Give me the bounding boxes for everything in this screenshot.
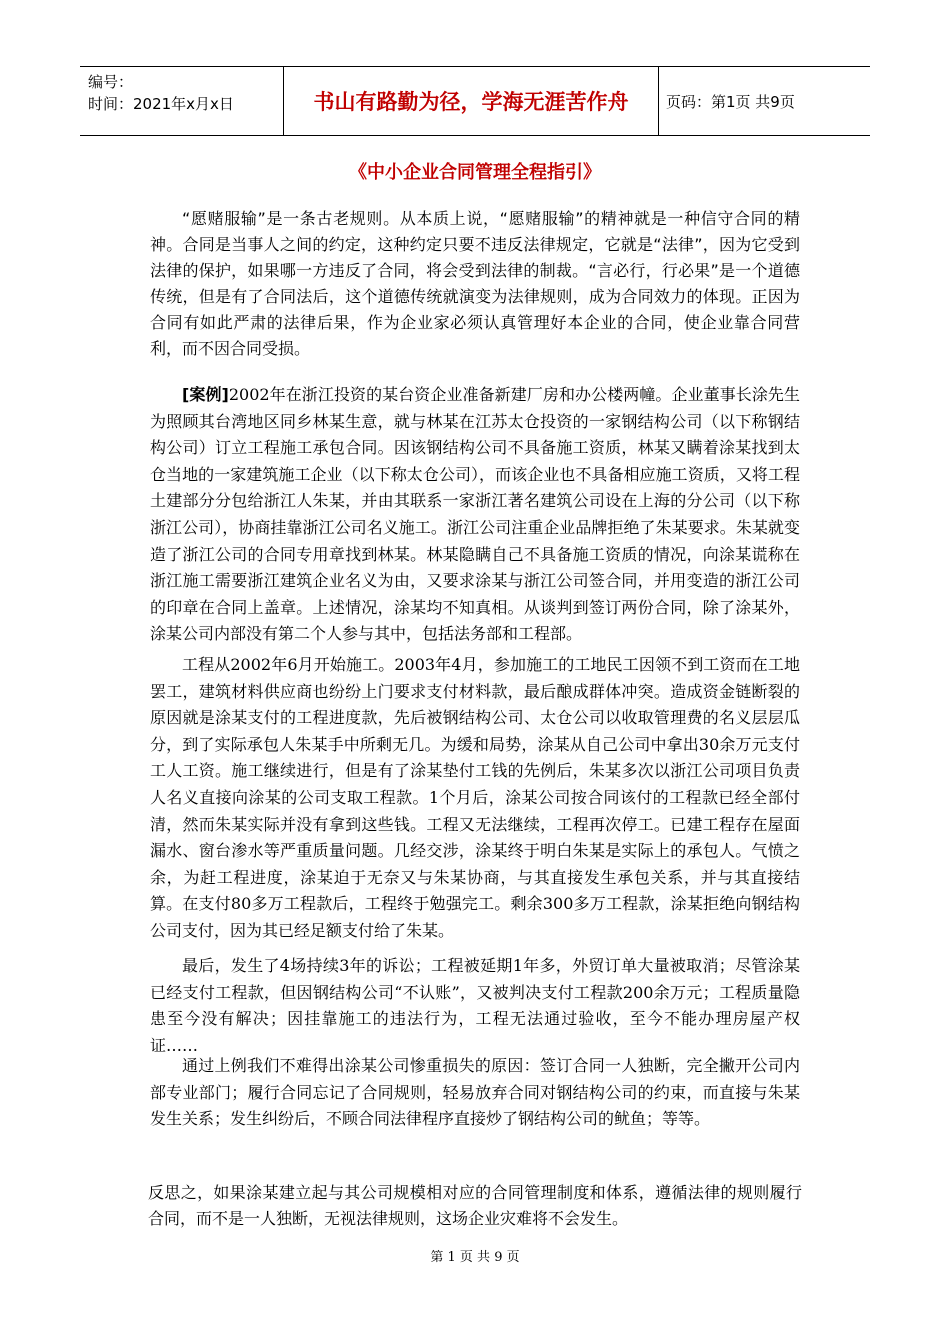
case-paragraph: 通过上例我们不难得出涂某公司惨重损失的原因：签订合同一人独断，完全撇开公司内部专业部门；履行合同忘记了合同规则，轻易放弃合同对钢结构公司的约束，而直接与朱某发生关系；发生纠纷后，不顾合同法律程序直接炒了钢结构公司的鱿鱼；等等。 bbox=[150, 1056, 800, 1129]
case-paragraph: 工程从2002年6月开始施工。2003年4月，参加施工的工地民工因领不到工资而在工地罢工，建筑材料供应商也纷纷上门要求支付材料款，最后酿成群体冲突。造成资金链断裂的原因就是涂某支付的工程进度款，先后被钢结构公司、太仓公司以收取管理费的名义层层瓜分，到了实际承包人朱某手中所剩无几。为缓和局势，涂某从自己公司中拿出30余万元支付工人工资。施工继续进行，但是有了涂某垫付工钱的先例后，朱某多次以浙江公司项目负责人名义直接向涂某的公司支取工程款。1个月后，涂某公司按合同该付的工程款已经全部付清，然而朱某实际并没有拿到这些钱。工程又无法继续，工程再次停工。已建工程存在屋面漏水、窗台渗水等严重质量问题。几经交涉，涂某终于明白朱某是实际上的承包人。气愤之余，为赶工程进度，涂某迫于无奈又与朱某协商，与其直接发生承包关系，并与其直接结算。在支付80多万工程款后，工程终于勉强完工。剩余300多万工程款，涂某拒绝向钢结构公司支付，因为其已经足额支付给了朱某。 bbox=[150, 655, 800, 940]
header-page-info: 页码：第1页 共9页 bbox=[666, 92, 795, 111]
document-time-label: 时间：2021年x月x日 bbox=[88, 95, 234, 113]
header-meta bbox=[88, 71, 288, 115]
intro-paragraph: “愿赌服输”是一条古老规则。从本质上说，“愿赌服输”的精神就是一种信守合同的精神。合同是当事人之间的约定，这种约定只要不违反法律规定，它就是“法律”，因为它受到法律的保护，如果哪一方违反了合同，将会受到法律的制裁。“言必行，行必果”是一个道德传统，但是有了合同法后，这个道德传统就演变为法律规则，成为合同效力的体现。正因为合同有如此严肃的法律后果，作为企业家必须认真管理好本企业的合同，使企业靠合同营利，而不因合同受损。 bbox=[150, 209, 800, 358]
page-footer: 第 1 页 共 9 页 bbox=[430, 1250, 520, 1265]
case-paragraph bbox=[150, 382, 800, 648]
case-tag: [案例] bbox=[182, 385, 229, 404]
header-motto: 书山有路勤为径，学海无涯苦作舟 bbox=[313, 90, 629, 114]
case-text: 2002年在浙江投资的某台资企业准备新建厂房和办公楼两幢。企业董事长涂先生为照顾其台湾地区同乡林某生意，就与林某在江苏太仓投资的一家钢结构公司（以下称钢结构公司）订立工程施工承包合同。因该钢结构公司不具备施工资质，林某又瞒着涂某找到太仓当地的一家建筑施工企业（以下称太仓公司），而该企业也不具备相应施工资质，又将工程土建部分分包给浙江人朱某，并由其联系一家浙江著名建筑公司设在上海的分公司（以下称浙江公司），协商挂靠浙江公司名义施工。浙江公司注重企业品牌拒绝了朱某要求。朱某就变造了浙江公司的合同专用章找到林某。林某隐瞒自己不具备施工资质的情况，向涂某谎称在浙江施工需要浙江建筑企业名义为由，又要求涂某与浙江公司签合同，并用变造的浙江公司的印章在合同上盖章。上述情况，涂某均不知真相。从谈判到签订两份合同，除了涂某外，涂某公司内部没有第二个人参与其中，包括法务部和工程部。 bbox=[150, 385, 800, 644]
header-divider bbox=[658, 67, 659, 135]
document-title: 《中小企业合同管理全程指引》 bbox=[349, 162, 601, 183]
reflection-paragraph: 反思之，如果涂某建立起与其公司规模相对应的合同管理制度和体系，遵循法律的规则履行合同，而不是一人独断，无视法律规则，这场企业灾难将不会发生。 bbox=[148, 1183, 802, 1228]
document-number-label: 编号： bbox=[88, 73, 134, 91]
page-header bbox=[80, 66, 870, 136]
case-paragraph: 最后，发生了4场持续3年的诉讼；工程被延期1年多，外贸订单大量被取消；尽管涂某已经支付工程款，但因钢结构公司“不认账”，又被判决支付工程款200余万元；工程质量隐患至今没有解决；因挂靠施工的违法行为，工程无法通过验收，至今不能办理房屋产权证…… bbox=[150, 956, 800, 1055]
